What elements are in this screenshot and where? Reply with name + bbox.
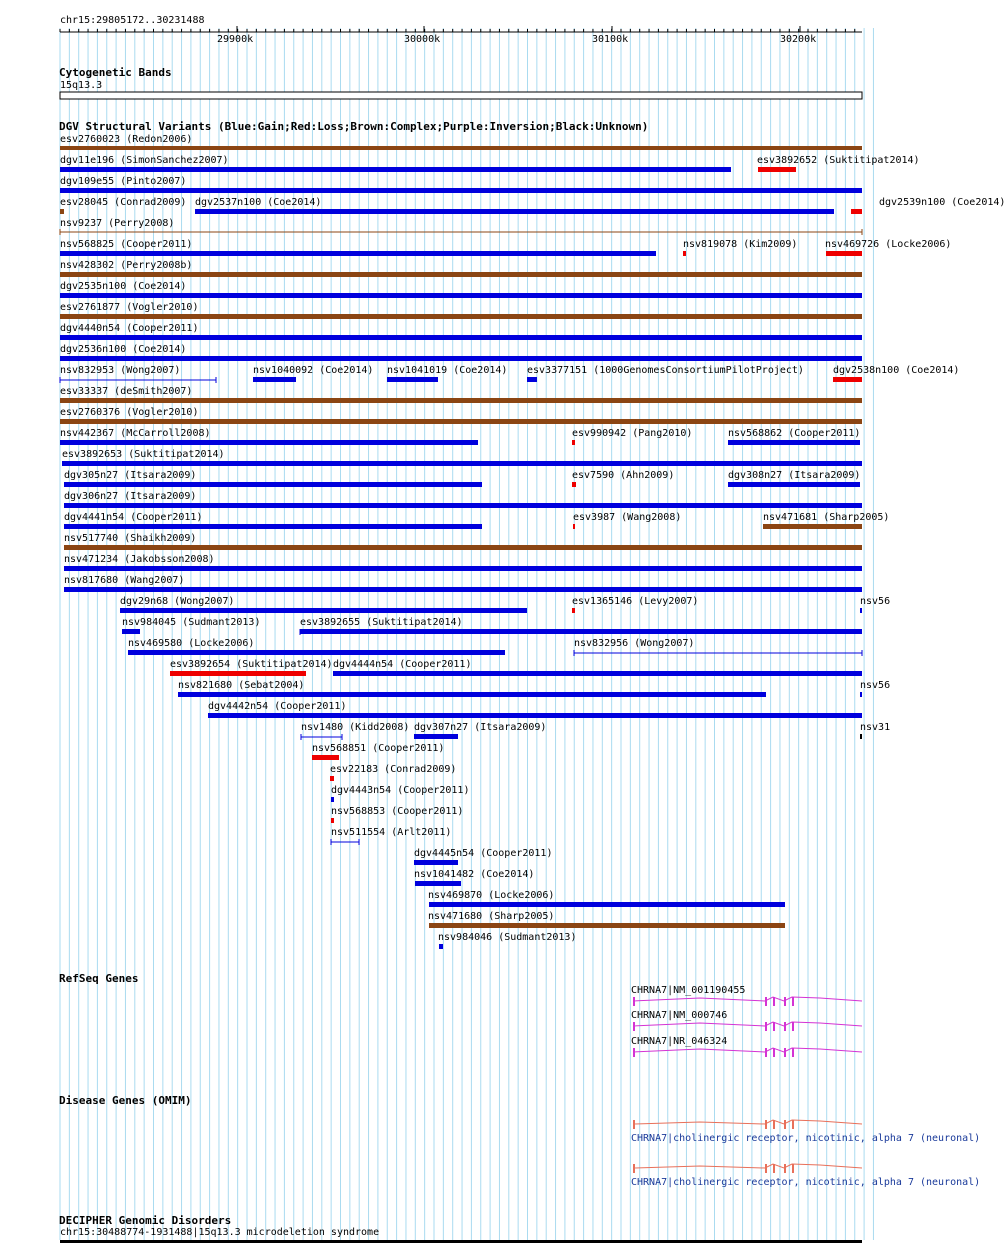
omim-exon [765, 1164, 767, 1173]
sv-feature-bar[interactable] [60, 293, 862, 298]
sv-feature-bar[interactable] [60, 167, 731, 172]
sv-feature-bar[interactable] [60, 419, 862, 424]
sv-feature-bar[interactable] [64, 587, 862, 592]
gene-exon [784, 1022, 786, 1031]
refseq-track-title: RefSeq Genes [59, 972, 139, 985]
gene-exon [792, 1048, 794, 1057]
sv-feature-bar[interactable] [683, 251, 686, 256]
refseq-gene-label: CHRNA7|NM_001190455 [631, 985, 746, 996]
sv-feature-label: nsv56 [860, 680, 891, 691]
region-label: chr15:29805172..30231488 [60, 15, 205, 26]
refseq-gene-label: CHRNA7|NM_000746 [631, 1010, 728, 1021]
sv-feature-bar[interactable] [833, 377, 862, 382]
sv-feature-bar[interactable] [64, 482, 482, 487]
omim-exon [784, 1164, 786, 1173]
sv-feature-label: dgv29n68 (Wong2007) [120, 596, 235, 607]
gene-exon [792, 1022, 794, 1031]
omim-exon [633, 1164, 635, 1173]
gene-exon [633, 1022, 635, 1031]
gene-exon [784, 1048, 786, 1057]
sv-feature-label: nsv568853 (Cooper2011) [331, 806, 464, 817]
sv-feature-bar[interactable] [60, 209, 64, 214]
sv-feature-label: esv3892654 (Suktitipat2014) [170, 659, 333, 670]
sv-feature-label: dgv2538n100 (Coe2014) [833, 365, 960, 376]
sv-feature-label: nsv984046 (Sudmant2013) [438, 932, 577, 943]
sv-feature-bar[interactable] [208, 713, 862, 718]
sv-feature-bar[interactable] [415, 881, 461, 886]
sv-feature-label: nsv819078 (Kim2009) [683, 239, 798, 250]
gene-exon [633, 997, 635, 1006]
sv-feature-label: dgv109e55 (Pinto2007) [60, 176, 187, 187]
cytoband-band[interactable] [60, 92, 862, 99]
sv-feature-label: esv7590 (Ahn2009) [572, 470, 675, 481]
sv-feature-label: dgv4440n54 (Cooper2011) [60, 323, 199, 334]
omim-exon [792, 1164, 794, 1173]
sv-feature-bar[interactable] [573, 524, 575, 529]
sv-feature-label: esv1365146 (Levy2007) [572, 596, 699, 607]
gene-exon [765, 997, 767, 1006]
sv-feature-bar[interactable] [60, 188, 862, 193]
sv-feature-bar[interactable] [195, 209, 834, 214]
sv-feature-bar[interactable] [62, 461, 862, 466]
sv-feature-bar[interactable] [572, 608, 575, 613]
sv-feature-label: nsv568825 (Cooper2011) [60, 239, 193, 250]
sv-feature-label: nsv56 [860, 596, 891, 607]
ruler-tick-label: 30000k [404, 34, 441, 45]
sv-feature-label: nsv469870 (Locke2006) [428, 890, 555, 901]
sv-feature-label: dgv11e196 (SimonSanchez2007) [60, 155, 229, 166]
sv-feature-bar[interactable] [60, 314, 862, 319]
sv-feature-bar[interactable] [763, 524, 862, 529]
sv-feature-label: esv3987 (Wang2008) [573, 512, 682, 523]
sv-feature-label: esv3892653 (Suktitipat2014) [62, 449, 225, 460]
decipher-feature-bar[interactable] [60, 1240, 862, 1243]
omim-track-title: Disease Genes (OMIM) [59, 1094, 192, 1107]
decipher-track-title: DECIPHER Genomic Disorders [59, 1214, 232, 1227]
sv-feature-label: esv2760376 (Vogler2010) [60, 407, 199, 418]
sv-feature-label: nsv511554 (Arlt2011) [331, 827, 452, 838]
sv-feature-label: nsv1480 (Kidd2008) [301, 722, 410, 733]
sv-feature-bar[interactable] [60, 251, 656, 256]
sv-feature-label: nsv517740 (Shaikh2009) [64, 533, 197, 544]
ruler-tick-label: 30100k [592, 34, 629, 45]
sv-feature-label: dgv306n27 (Itsara2009) [64, 491, 197, 502]
omim-exon [773, 1120, 775, 1129]
sv-feature-bar[interactable] [728, 482, 860, 487]
sv-feature-label: nsv984045 (Sudmant2013) [122, 617, 261, 628]
sv-feature-label: dgv308n27 (Itsara2009) [728, 470, 861, 481]
sv-feature-label: nsv1040092 (Coe2014) [253, 365, 374, 376]
cytoband-track-title: Cytogenetic Bands [59, 66, 172, 79]
gene-exon [765, 1022, 767, 1031]
sv-feature-label: esv2760023 (Redon2006) [60, 134, 193, 145]
gene-exon [633, 1048, 635, 1057]
sv-feature-label: dgv2535n100 (Coe2014) [60, 281, 187, 292]
sv-feature-bar[interactable] [60, 440, 478, 445]
sv-feature-label: esv3892655 (Suktitipat2014) [300, 617, 463, 628]
sv-feature-label: dgv2536n100 (Coe2014) [60, 344, 187, 355]
sv-feature-label: nsv568851 (Cooper2011) [312, 743, 445, 754]
sv-feature-bar[interactable] [128, 650, 505, 655]
sv-feature-label: esv990942 (Pang2010) [572, 428, 693, 439]
decipher-feature-label: chr15:30488774-1931488|15q13.3 microdeletion syndrome [60, 1227, 380, 1238]
sv-feature-label: dgv4445n54 (Cooper2011) [414, 848, 553, 859]
sv-feature-label: nsv1041482 (Coe2014) [414, 869, 535, 880]
dgv-features [60, 146, 862, 949]
sv-feature-bar[interactable] [300, 629, 862, 634]
sv-feature-label: dgv4444n54 (Cooper2011) [333, 659, 472, 670]
sv-feature-bar[interactable] [860, 692, 862, 697]
sv-feature-bar[interactable] [253, 377, 296, 382]
sv-feature-bar[interactable] [60, 335, 862, 340]
gene-exon [792, 997, 794, 1006]
sv-feature-label: nsv469580 (Locke2006) [128, 638, 255, 649]
sv-feature-label: dgv2537n100 (Coe2014) [195, 197, 322, 208]
sv-feature-label: nsv428302 (Perry2008b) [60, 260, 193, 271]
omim-exon [633, 1120, 635, 1129]
sv-feature-label: esv3892652 (Suktitipat2014) [757, 155, 920, 166]
sv-feature-bar[interactable] [826, 251, 862, 256]
sv-feature-label: nsv471680 (Sharp2005) [428, 911, 555, 922]
sv-feature-bar[interactable] [122, 629, 140, 634]
sv-feature-label: esv3377151 (1000GenomesConsortiumPilotProject) [527, 365, 804, 376]
ruler-tick-label: 29900k [217, 34, 254, 45]
sv-feature-label: esv22183 (Conrad2009) [330, 764, 457, 775]
sv-feature-label: esv28045 (Conrad2009) [60, 197, 187, 208]
sv-feature-bar[interactable] [60, 356, 862, 361]
sv-feature-bar[interactable] [178, 692, 766, 697]
sv-feature-label: dgv4441n54 (Cooper2011) [64, 512, 203, 523]
sv-feature-bar[interactable] [60, 146, 862, 150]
sv-feature-bar[interactable] [64, 503, 862, 508]
sv-feature-bar[interactable] [572, 482, 576, 487]
sv-feature-bar[interactable] [758, 167, 796, 172]
sv-feature-label: dgv307n27 (Itsara2009) [414, 722, 547, 733]
sv-feature-bar[interactable] [64, 545, 862, 550]
omim-exon [765, 1120, 767, 1129]
sv-feature-bar[interactable] [860, 734, 862, 739]
omim-exon [792, 1120, 794, 1129]
omim-gene-label: CHRNA7|cholinergic receptor, nicotinic, alpha 7 (neuronal) [631, 1133, 981, 1144]
sv-feature-bar[interactable] [572, 440, 575, 445]
sv-feature-bar[interactable] [60, 272, 862, 277]
sv-feature-label: nsv9237 (Perry2008) [60, 218, 175, 229]
sv-feature-label: nsv442367 (McCarroll2008) [60, 428, 211, 439]
sv-feature-label: nsv821680 (Sebat2004) [178, 680, 305, 691]
ruler-tick-label: 30200k [780, 34, 817, 45]
gene-exon [773, 1022, 775, 1031]
sv-feature-bar[interactable] [64, 566, 862, 571]
gene-exon [765, 1048, 767, 1057]
sv-feature-label: dgv2539n100 (Coe2014) [879, 197, 1005, 208]
dgv-track-title: DGV Structural Variants (Blue:Gain;Red:Loss;Brown:Complex;Purple:Inversion;Black:Unknown) [59, 120, 649, 133]
sv-feature-label: nsv1041019 (Coe2014) [387, 365, 508, 376]
sv-feature-bar[interactable] [527, 377, 537, 382]
gene-exon [773, 1048, 775, 1057]
sv-feature-bar[interactable] [414, 734, 458, 739]
sv-feature-label: nsv471681 (Sharp2005) [763, 512, 890, 523]
refseq-gene-label: CHRNA7|NR_046324 [631, 1036, 728, 1047]
sv-feature-bar[interactable] [120, 608, 527, 613]
sv-feature-bar[interactable] [414, 860, 458, 865]
sv-feature-bar[interactable] [429, 902, 785, 907]
sv-feature-bar[interactable] [439, 944, 443, 949]
sv-feature-bar[interactable] [170, 671, 306, 676]
omim-exon [784, 1120, 786, 1129]
sv-feature-bar[interactable] [860, 608, 862, 613]
sv-feature-label: nsv832956 (Wong2007) [574, 638, 695, 649]
sv-feature-bar[interactable] [331, 818, 334, 823]
omim-gene-label: CHRNA7|cholinergic receptor, nicotinic, alpha 7 (neuronal) [631, 1177, 981, 1188]
sv-feature-bar[interactable] [64, 524, 482, 529]
sv-feature-bar[interactable] [331, 797, 334, 802]
sv-feature-label: nsv817680 (Wang2007) [64, 575, 185, 586]
sv-feature-label: nsv568862 (Cooper2011) [728, 428, 861, 439]
sv-feature-label: nsv31 [860, 722, 891, 733]
sv-feature-label: esv2761877 (Vogler2010) [60, 302, 199, 313]
sv-feature-bar[interactable] [333, 671, 862, 676]
sv-feature-label: esv33337 (deSmith2007) [60, 386, 193, 397]
omim-exon [773, 1164, 775, 1173]
cytoband-band-label: 15q13.3 [60, 80, 103, 91]
gene-exon [784, 997, 786, 1006]
sv-feature-bar[interactable] [851, 209, 862, 214]
sv-feature-label: nsv832953 (Wong2007) [60, 365, 181, 376]
gene-exon [773, 997, 775, 1006]
sv-feature-bar[interactable] [60, 398, 862, 403]
sv-feature-label: dgv4442n54 (Cooper2011) [208, 701, 347, 712]
sv-feature-bar[interactable] [312, 755, 339, 760]
sv-feature-bar[interactable] [387, 377, 438, 382]
sv-feature-label: dgv305n27 (Itsara2009) [64, 470, 197, 481]
sv-feature-label: dgv4443n54 (Cooper2011) [331, 785, 470, 796]
sv-feature-bar[interactable] [728, 440, 860, 445]
sv-feature-bar[interactable] [429, 923, 785, 928]
sv-feature-label: nsv471234 (Jakobsson2008) [64, 554, 215, 565]
sv-feature-bar[interactable] [330, 776, 334, 781]
sv-feature-label: nsv469726 (Locke2006) [825, 239, 952, 250]
